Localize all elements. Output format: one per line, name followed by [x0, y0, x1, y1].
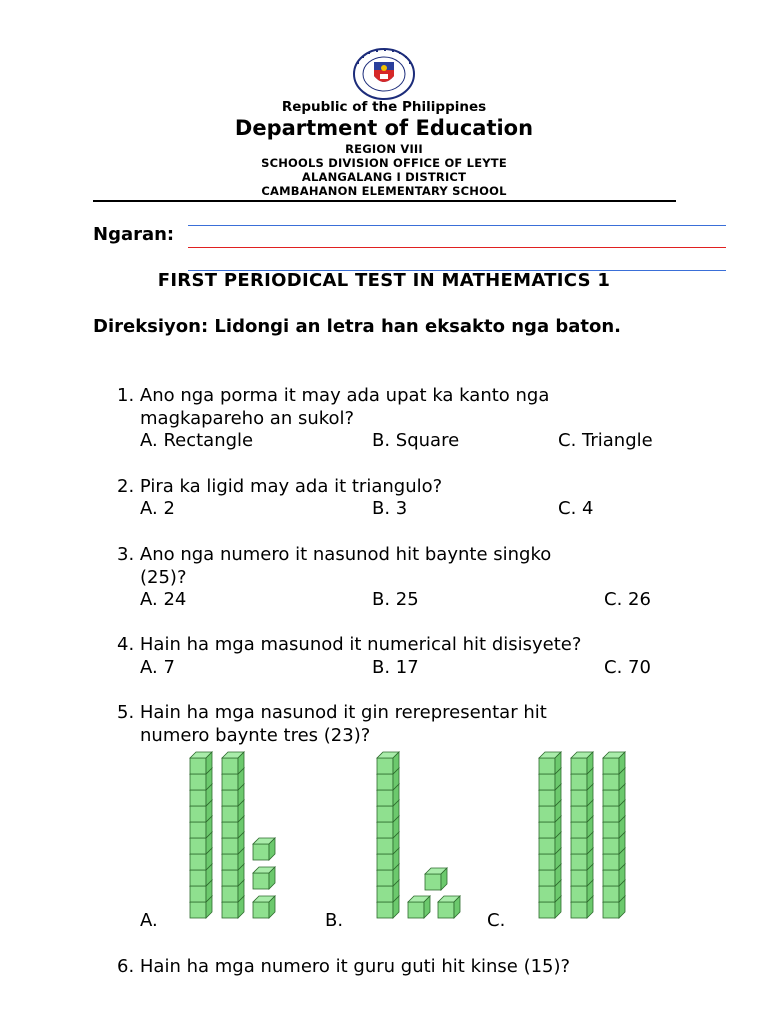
ones-cube [253, 867, 275, 889]
division-heading: SCHOOLS DIVISION OFFICE OF LEYTE [261, 156, 507, 170]
q1-option-c[interactable]: C. Triangle [558, 430, 653, 451]
q3-option-b[interactable]: B. 25 [372, 589, 419, 610]
question-1: 1. Ano nga porma it may ada upat ka kanto nga [117, 385, 550, 406]
question-3: 3. Ano nga numero it nasunod hit baynte singko [117, 544, 552, 565]
block-set-b [377, 752, 460, 918]
test-title: FIRST PERIODICAL TEST IN MATHEMATICS 1 [157, 270, 611, 291]
school-heading: CAMBAHANON ELEMENTARY SCHOOL [261, 184, 507, 198]
block-set-c [539, 752, 625, 918]
question-1-cont: magkapareho an sukol? [140, 408, 355, 429]
q2-option-c[interactable]: C. 4 [558, 498, 594, 519]
q1-option-b[interactable]: B. Square [372, 430, 460, 451]
ones-cube [425, 868, 447, 890]
directions: Direksiyon: Lidongi an letra han eksakto nga baton. [93, 316, 622, 337]
tens-rod-cube [603, 752, 625, 774]
tens-rod-cube [539, 752, 561, 774]
q4-option-b[interactable]: B. 17 [372, 657, 419, 678]
ones-cube [438, 896, 460, 918]
tens-rod-cube [377, 752, 399, 774]
question-2: 2. Pira ka ligid may ada it triangulo? [117, 476, 443, 497]
republic-heading: Republic of the Philippines [281, 99, 487, 115]
q2-option-b[interactable]: B. 3 [372, 498, 408, 519]
tens-rod-cube [571, 752, 593, 774]
q5-option-b[interactable]: B. [325, 910, 344, 931]
ones-cube [253, 838, 275, 860]
ones-cube [253, 896, 275, 918]
q5-option-a[interactable]: A. [140, 910, 158, 931]
region-heading: REGION VIII [345, 142, 423, 156]
question-5: 5. Hain ha mga nasunod it gin rerepresentar hit [117, 702, 547, 723]
q3-option-a[interactable]: A. 24 [140, 589, 187, 610]
question-4: 4. Hain ha mga masunod it numerical hit disisyete? [117, 634, 582, 655]
ones-cube [408, 896, 430, 918]
q3-option-c[interactable]: C. 26 [604, 589, 651, 610]
tens-rod-cube [222, 752, 244, 774]
name-label: Ngaran: [93, 224, 175, 245]
q4-option-a[interactable]: A. 7 [140, 657, 175, 678]
question-6: 6. Hain ha mga numero it guru guti hit kinse (15)? [117, 956, 571, 977]
q5-option-c[interactable]: C. [487, 910, 506, 931]
q1-option-a[interactable]: A. Rectangle [140, 430, 254, 451]
block-set-a [190, 752, 275, 918]
tens-rod-cube [190, 752, 212, 774]
question-3-cont: (25)? [140, 567, 187, 588]
q2-option-a[interactable]: A. 2 [140, 498, 175, 519]
department-heading: Department of Education [234, 116, 534, 140]
q4-option-c[interactable]: C. 70 [604, 657, 651, 678]
district-heading: ALANGALANG I DISTRICT [301, 170, 467, 184]
question-5-cont: numero baynte tres (23)? [140, 725, 371, 746]
